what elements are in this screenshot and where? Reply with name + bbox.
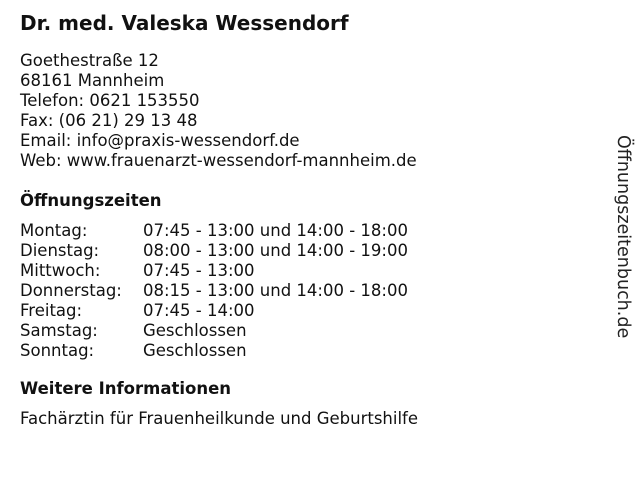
hours-row-tuesday <box>20 241 600 261</box>
hours-row-thursday <box>20 281 600 301</box>
email-line <box>20 131 600 151</box>
opening-hours-table <box>20 221 600 361</box>
hours-day: Sonntag: <box>20 341 95 360</box>
hours-day: Montag: <box>20 221 88 240</box>
hours-row-sunday <box>20 341 600 361</box>
practice-name: Dr. med. Valeska Wessendorf <box>20 11 349 35</box>
hours-time: 07:45 - 13:00 und 14:00 - 18:00 <box>143 221 408 240</box>
hours-time: 07:45 - 13:00 <box>143 261 255 280</box>
further-info-text: Fachärztin für Frauenheilkunde und Geburtshilfe <box>20 409 419 428</box>
hours-time: Geschlossen <box>143 321 247 340</box>
email-link[interactable]: info@praxis-wessendorf.de <box>76 131 300 150</box>
hours-time: 07:45 - 14:00 <box>143 301 255 320</box>
site-watermark: Öffnungszeitenbuch.de <box>613 135 633 339</box>
web-line <box>20 151 600 171</box>
further-info-heading: Weitere Informationen <box>20 379 232 398</box>
hours-row-saturday <box>20 321 600 341</box>
hours-day: Dienstag: <box>20 241 100 260</box>
hours-row-wednesday <box>20 261 600 281</box>
web-link[interactable]: www.frauenarzt-wessendorf-mannheim.de <box>66 151 417 170</box>
hours-day: Samstag: <box>20 321 98 340</box>
address-street: Goethestraße 12 <box>20 51 159 70</box>
hours-time: Geschlossen <box>143 341 247 360</box>
web-label: Web: <box>20 151 67 170</box>
opening-hours-heading: Öffnungszeiten <box>20 191 162 210</box>
practice-card <box>20 10 600 429</box>
hours-day: Donnerstag: <box>20 281 122 300</box>
hours-row-monday <box>20 221 600 241</box>
hours-day: Mittwoch: <box>20 261 101 280</box>
hours-time: 08:15 - 13:00 und 14:00 - 18:00 <box>143 281 408 300</box>
fax-number: Fax: (06 21) 29 13 48 <box>20 111 198 130</box>
hours-time: 08:00 - 13:00 und 14:00 - 19:00 <box>143 241 408 260</box>
contact-block <box>20 51 600 171</box>
hours-day: Freitag: <box>20 301 83 320</box>
email-label: Email: <box>20 131 77 150</box>
phone-number: Telefon: 0621 153550 <box>20 91 200 110</box>
address-city: 68161 Mannheim <box>20 71 165 90</box>
hours-row-friday <box>20 301 600 321</box>
